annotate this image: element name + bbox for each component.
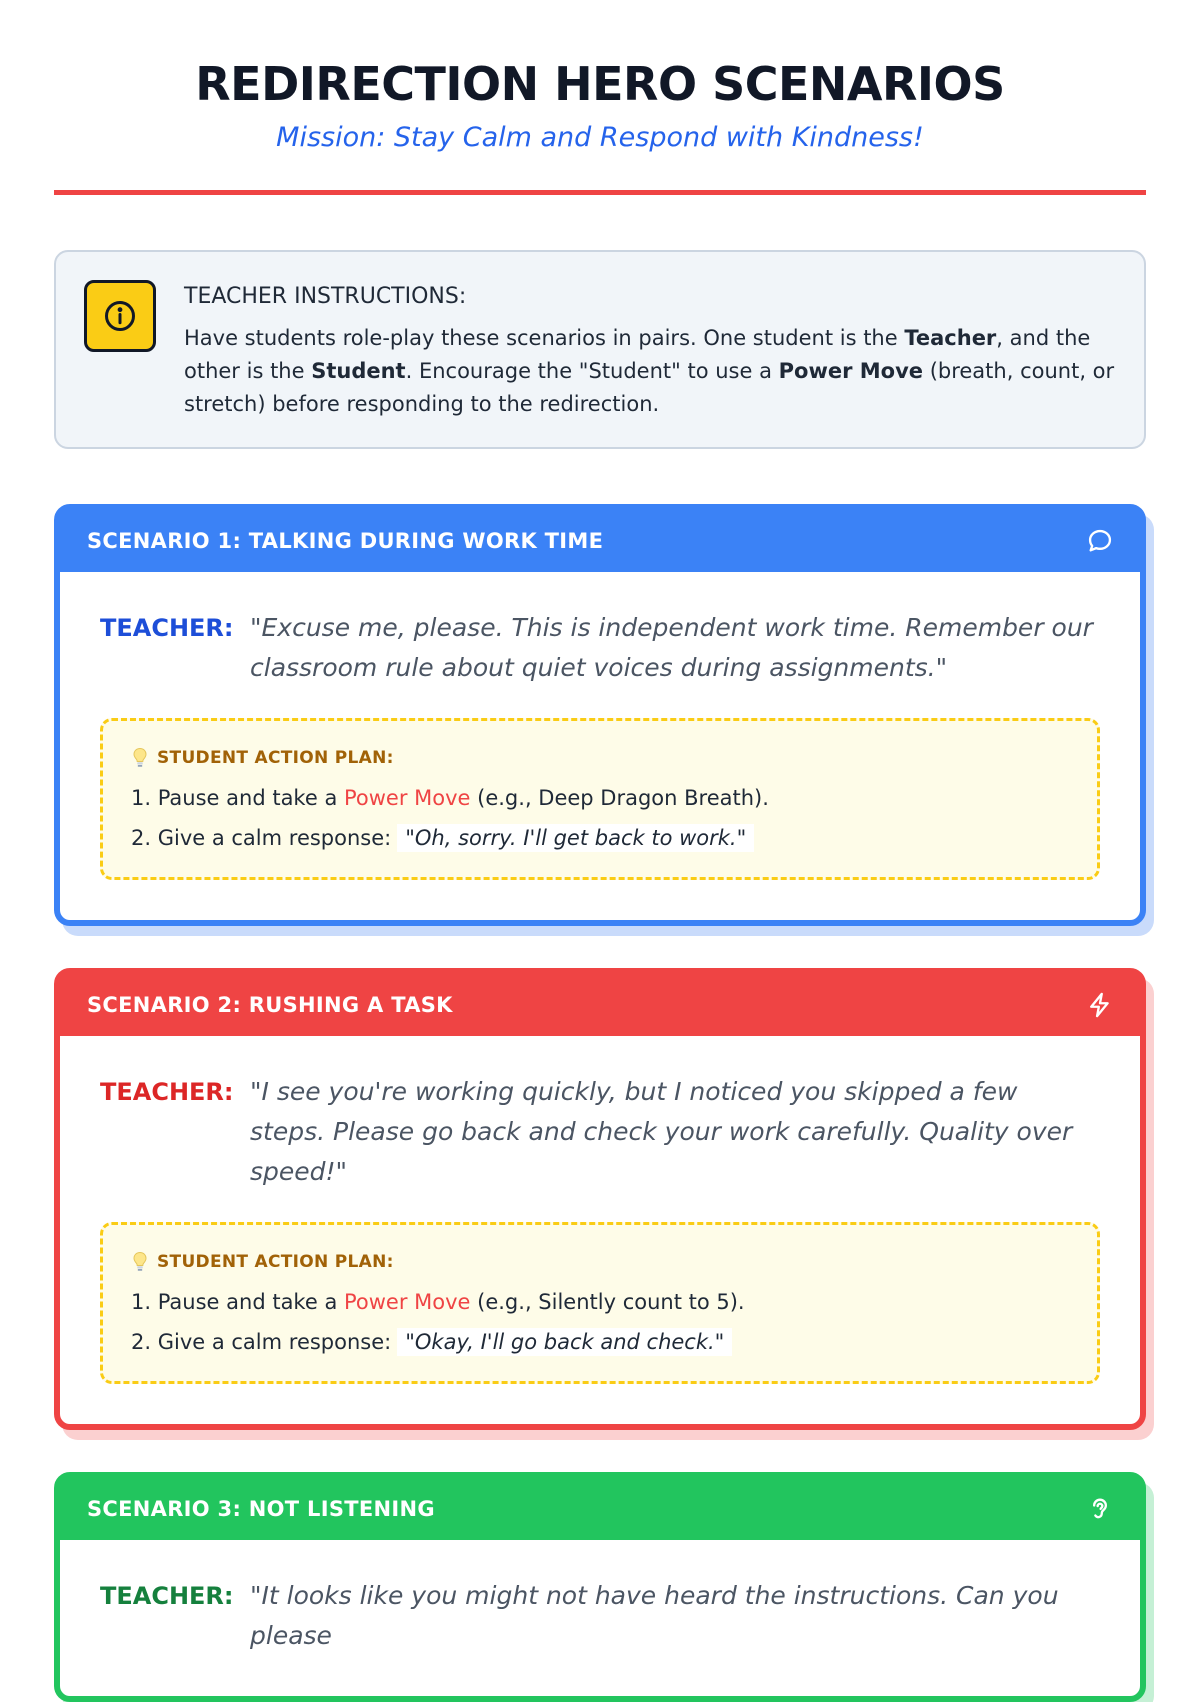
instructions-content [184, 278, 1116, 421]
instructions-text-part: (breath, count, or stretch) before responding to the redirection. [184, 359, 1115, 416]
power-move-highlight: Power Move [343, 786, 471, 810]
teacher-quote: "Excuse me, please. This is independent work time. Remember our classroom rule about quiet voices during assignments." [250, 613, 1093, 682]
teacher-label: TEACHER: [100, 1078, 234, 1106]
scenario-body [60, 572, 1140, 920]
plan-title-row [131, 747, 1069, 769]
plan-title: STUDENT ACTION PLAN: [157, 748, 394, 768]
plan-step-1 [131, 1287, 1069, 1317]
scenario-card-2 [54, 968, 1146, 1430]
header [54, 0, 1146, 195]
teacher-quote: "I see you're working quickly, but I noticed you skipped a few steps. Please go back and check your work carefully. Quality over speed!" [250, 1077, 1073, 1186]
teacher-line [100, 1072, 1100, 1192]
step-text: 2. Give a calm response: [131, 1330, 392, 1354]
instructions-text [184, 322, 1116, 421]
teacher-line [100, 1576, 1100, 1656]
plan-step-2 [131, 823, 1069, 853]
instructions-text-part: , and the other is the [184, 326, 1091, 383]
page-title: REDIRECTION HERO SCENARIOS [195, 57, 1005, 111]
lightning-icon [1086, 991, 1114, 1019]
lightbulb-icon [131, 747, 149, 769]
instructions-text-part: Have students role-play these scenarios in pairs. One student is the [184, 326, 905, 350]
instructions-bold-student: Student [311, 359, 406, 383]
calm-response: "Oh, sorry. I'll get back to work." [397, 824, 754, 852]
scenario-header [60, 510, 1140, 572]
scenario-body [60, 1540, 1140, 1696]
ear-icon [1086, 1495, 1114, 1523]
scenario-body [60, 1036, 1140, 1424]
instructions-bold-teacher: Teacher [904, 326, 997, 350]
step-text: 1. Pause and take a [131, 1290, 344, 1314]
scenario-card-3 [54, 1472, 1146, 1702]
header-divider [54, 190, 1146, 195]
scenario-header [60, 974, 1140, 1036]
instructions-title: TEACHER INSTRUCTIONS: [184, 284, 467, 309]
step-text: (e.g., Silently count to 5). [470, 1290, 745, 1314]
step-text: (e.g., Deep Dragon Breath). [470, 786, 769, 810]
step-text: 2. Give a calm response: [131, 826, 392, 850]
instructions-text-part: . Encourage the "Student" to use a [405, 359, 779, 383]
lightbulb-icon [131, 1251, 149, 1273]
calm-response: "Okay, I'll go back and check." [397, 1328, 732, 1356]
step-text: 1. Pause and take a [131, 786, 344, 810]
info-circle-icon [102, 298, 138, 334]
plan-title: STUDENT ACTION PLAN: [157, 1252, 394, 1272]
page-subtitle: Mission: Stay Calm and Respond with Kindness! [276, 122, 924, 153]
plan-title-row [131, 1251, 1069, 1273]
plan-step-2 [131, 1327, 1069, 1357]
plan-step-1 [131, 783, 1069, 813]
chat-bubble-icon [1086, 527, 1114, 555]
scenario-title: SCENARIO 2: RUSHING A TASK [87, 993, 453, 1017]
teacher-quote: "It looks like you might not have heard the instructions. Can you please [250, 1581, 1059, 1650]
teacher-instructions-panel [54, 250, 1146, 449]
teacher-label: TEACHER: [100, 614, 234, 642]
student-action-plan [100, 1222, 1100, 1384]
teacher-line [100, 608, 1100, 688]
info-icon [84, 280, 156, 352]
teacher-label: TEACHER: [100, 1582, 234, 1610]
scenario-card-1 [54, 504, 1146, 926]
instructions-bold-power-move: Power Move [778, 359, 924, 383]
scenario-header [60, 1478, 1140, 1540]
scenario-title: SCENARIO 3: NOT LISTENING [87, 1497, 435, 1521]
power-move-highlight: Power Move [343, 1290, 471, 1314]
student-action-plan [100, 718, 1100, 880]
scenario-title: SCENARIO 1: TALKING DURING WORK TIME [87, 529, 604, 553]
